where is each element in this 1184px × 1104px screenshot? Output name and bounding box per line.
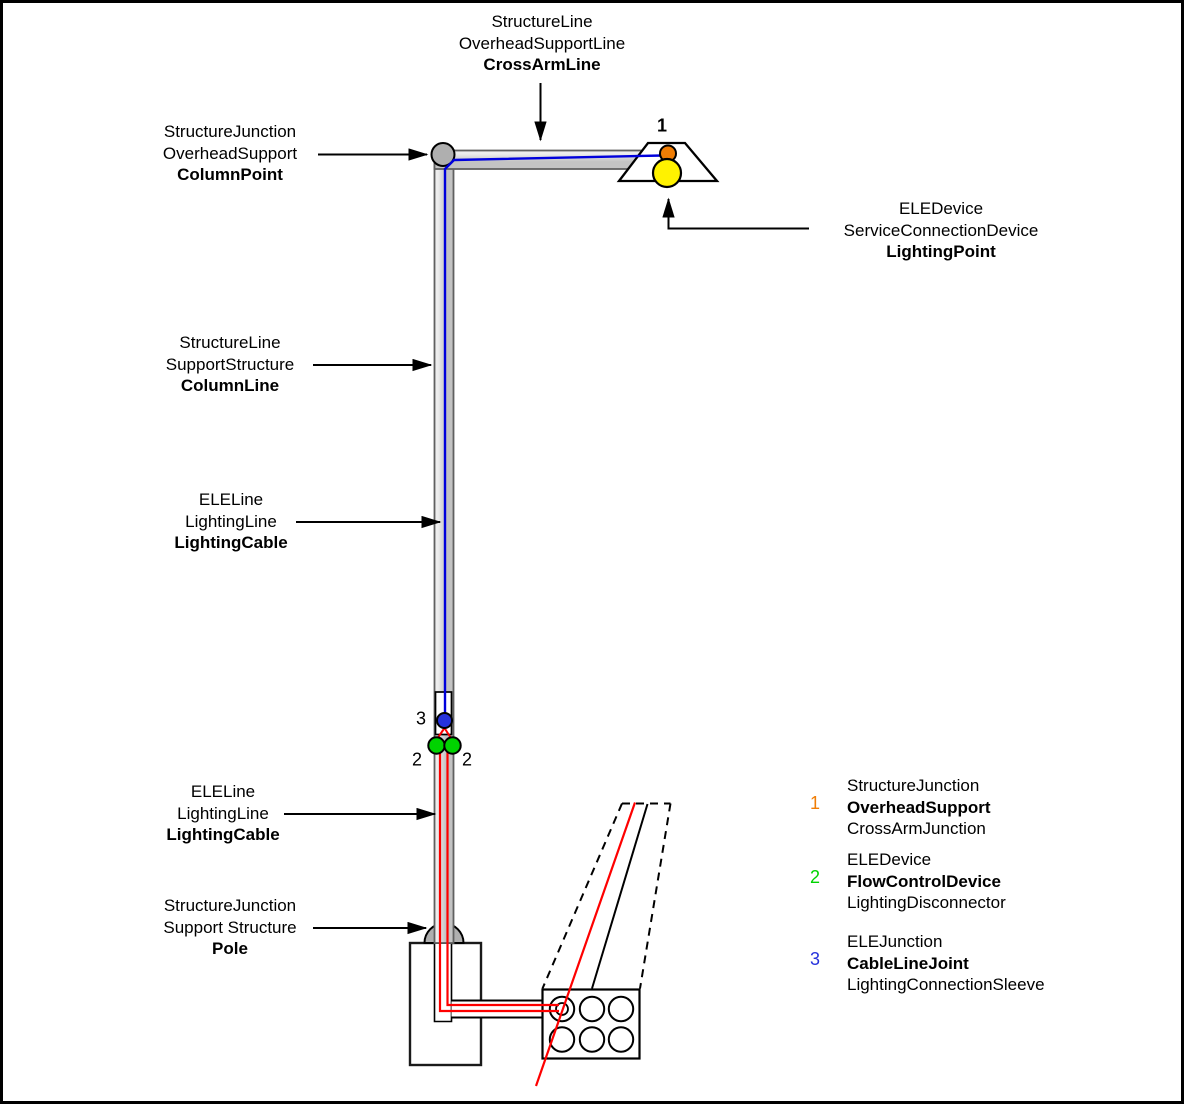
callout-text-line: LightingLine: [177, 803, 269, 823]
conduit-fill: [452, 1002, 543, 1017]
marker-2-right: 2: [461, 749, 473, 770]
callout-text-line: ColumnLine: [180, 376, 280, 395]
callout-text-line: StructureLine: [179, 333, 281, 352]
legend-text: [847, 849, 1006, 914]
disconnector-node-left: [428, 737, 444, 753]
callout-lighting-cable-lower: [166, 781, 279, 846]
legend-text-line: LightingConnectionSleeve: [847, 975, 1045, 994]
callout-text-line: LightingCable: [166, 825, 280, 844]
legend-entry-connection-sleeve: [798, 931, 1045, 996]
legend-text-line: LightingDisconnector: [847, 893, 1006, 912]
legend-entry-lighting-disconnector: [798, 849, 1006, 914]
legend-text-line: ELEDevice: [847, 850, 932, 869]
callout-column-point: [163, 121, 297, 186]
marker-3-sleeve: 3: [415, 708, 427, 729]
callout-column-line: [166, 332, 295, 397]
callout-text-line: Support Structure: [163, 917, 297, 937]
callout-text-line: ELELine: [190, 782, 256, 801]
trench-dashed-left: [543, 804, 623, 989]
callout-text-line: CrossArmLine: [483, 55, 601, 74]
legend-text-line: ELEJunction: [847, 932, 943, 951]
callout-crossarm: [459, 11, 625, 76]
legend-text: [847, 931, 1045, 996]
duct-6: [609, 1027, 633, 1051]
trench-dashed-right: [640, 804, 671, 989]
legend-entry-crossarm-junction: [798, 775, 991, 840]
legend-text-line: OverheadSupport: [847, 797, 991, 817]
duct-5: [580, 1027, 604, 1051]
duct-3: [609, 997, 633, 1021]
lighting-point-node: [653, 159, 681, 187]
legend-num-1: 1: [809, 792, 820, 813]
foundation-channel: [435, 944, 452, 1022]
callout-pole: [163, 895, 296, 960]
duct-2: [580, 997, 604, 1021]
callout-lighting-cable-upper: [174, 489, 287, 554]
legend-text-line: CrossArmJunction: [847, 819, 986, 838]
callout-lighting-point: [844, 198, 1039, 263]
callout-text-line: LightingPoint: [886, 242, 996, 261]
callout-text-line: OverheadSupportLine: [458, 33, 626, 53]
marker-2-left: 2: [411, 749, 423, 770]
callout-text-line: StructureJunction: [163, 122, 297, 141]
callout-text-line: StructureJunction: [163, 896, 297, 915]
cable-joint-node: [437, 713, 452, 728]
callout-text-line: Pole: [212, 939, 248, 958]
callout-text-line: LightingLine: [185, 511, 277, 531]
callout-text-line: LightingCable: [174, 533, 288, 552]
legend-num-2: 2: [809, 866, 820, 887]
callout-text-line: ELEDevice: [898, 199, 984, 218]
callout-text-line: OverheadSupport: [162, 143, 298, 163]
trench-solid-line: [592, 804, 648, 989]
callout-text-line: ServiceConnectionDevice: [843, 220, 1039, 240]
callout-text-line: ELELine: [198, 490, 264, 509]
legend-text-line: FlowControlDevice: [847, 871, 1001, 891]
arrow-lighting-point: [669, 199, 810, 229]
disconnector-node-right: [444, 737, 460, 753]
legend-text-line: StructureJunction: [847, 776, 980, 795]
callout-text-line: StructureLine: [491, 12, 593, 31]
legend-text: [847, 775, 991, 840]
lighting-cable-upper-shape: [445, 156, 662, 717]
callout-text-line: ColumnPoint: [177, 165, 283, 184]
callout-text-line: SupportStructure: [165, 354, 295, 374]
duct-4: [550, 1027, 574, 1051]
legend-text-line: CableLineJoint: [847, 953, 969, 973]
marker-1-lamp: 1: [656, 115, 668, 136]
legend-num-3: 3: [809, 948, 820, 969]
